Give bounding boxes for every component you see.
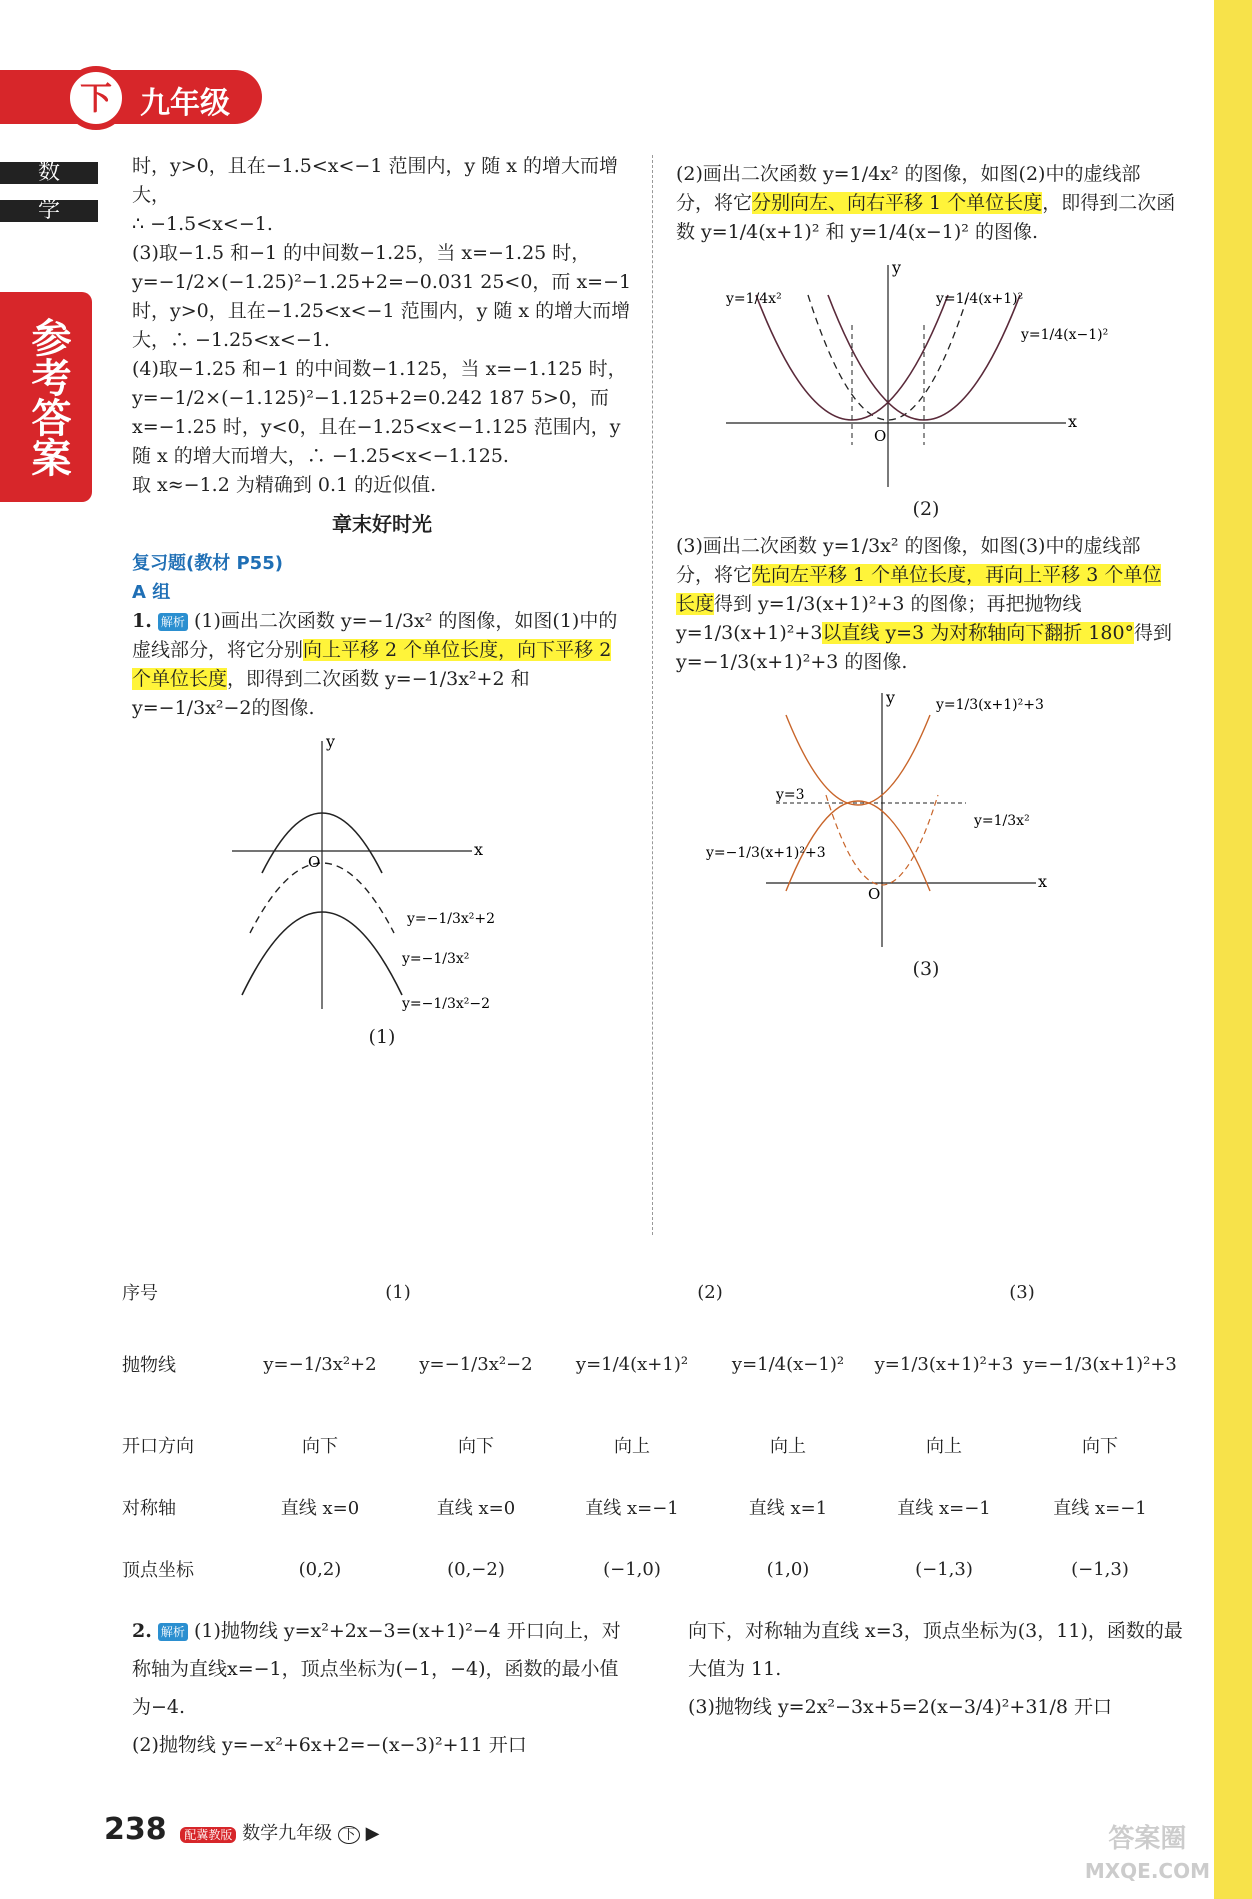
q2-text-c: 向下，对称轴为直线 x=3，顶点坐标为(3，11)，函数的最大值为 11. bbox=[688, 1620, 1183, 1680]
q1-highlight: 向上平移 2 个单位长度，向下平移 2 个单位长度 bbox=[132, 639, 612, 690]
publisher-badge: 配冀教版 bbox=[180, 1827, 236, 1843]
table-cell: y=−1/3x²+2 bbox=[263, 1353, 377, 1375]
answer-label: 参考答案 bbox=[0, 292, 92, 502]
table-cell: 直线 x=1 bbox=[748, 1498, 828, 1519]
fig3-line-label: y=3 bbox=[776, 787, 805, 803]
table-cell: y=1/3(x+1)²+3 bbox=[874, 1353, 1014, 1375]
table-cell: 向下 bbox=[302, 1436, 338, 1457]
watermark bbox=[1085, 1823, 1210, 1887]
left-p3: (3)取−1.5 和−1 的中间数−1.25，当 x=−1.25 时，y=−1/2×(−1.25)²−1.25+2=−0.031 25<0，而 x=−1 时，y>0，且在−1.25<x<−1 范围内，y 随 x 的增大而增大，∴ −1.25<x<−1. bbox=[132, 242, 632, 351]
question-2-left bbox=[132, 1612, 632, 1764]
fig2-curve-label-2: y=1/4(x+1)² bbox=[936, 291, 1024, 307]
table-cell: 向下 bbox=[458, 1436, 494, 1457]
fig2-y-label: y bbox=[892, 258, 902, 277]
fig1-origin: O bbox=[308, 853, 321, 871]
fig3-y-label: y bbox=[886, 688, 896, 707]
figure-2 bbox=[716, 255, 1136, 495]
table-cell: 直线 x=−1 bbox=[1053, 1498, 1147, 1519]
left-p5: 取 x≈−1.2 为精确到 0.1 的近似值. bbox=[132, 474, 437, 496]
fig1-curve-label-1: y=−1/3x²+2 bbox=[407, 911, 496, 927]
fig1-curve-label-2: y=−1/3x² bbox=[402, 951, 470, 967]
q1-text-b: ，即得到二次函数 y=−1/3x²+2 和 y=−1/3x²−2的图像. bbox=[132, 668, 530, 719]
q2-part-1 bbox=[132, 1612, 632, 1726]
table-header-open: 开口方向 bbox=[122, 1436, 194, 1457]
volume-mark: 下 bbox=[338, 1826, 360, 1844]
right-p2-c: 得到 y=−1/3(x+1)²+3 的图像. bbox=[676, 622, 1173, 673]
table-row bbox=[122, 1476, 1182, 1538]
fig1-y-label: y bbox=[326, 733, 336, 751]
table-cell: 直线 x=−1 bbox=[585, 1498, 679, 1519]
table-cell: 向上 bbox=[926, 1436, 962, 1457]
q2-number: 2. bbox=[132, 1620, 152, 1642]
figure-3 bbox=[706, 685, 1126, 955]
table-cell: (0,−2) bbox=[447, 1558, 505, 1580]
right-p1-a: (2)画出二次函数 y=1/4x² 的图像，如图(2)中的虚线部分，将它 bbox=[676, 163, 1141, 214]
table-cell: 直线 x=−1 bbox=[897, 1498, 991, 1519]
subject-top: 数 bbox=[0, 162, 98, 184]
table-header-axis: 对称轴 bbox=[122, 1498, 176, 1519]
right-p2-highlight: 先向左平移 1 个单位长度，再向上平移 3 个单位长度 bbox=[676, 564, 1162, 615]
fig2-x-label: x bbox=[1068, 412, 1078, 431]
table-cell: (2) bbox=[697, 1281, 723, 1303]
fig3-x-label: x bbox=[1038, 872, 1048, 891]
q1-number: 1. bbox=[132, 610, 152, 632]
book-title: 数学九年级 bbox=[242, 1823, 333, 1844]
table-header-vertex: 顶点坐标 bbox=[122, 1560, 194, 1581]
fig2-curve-label-1: y=1/4x² bbox=[726, 291, 782, 307]
subject-bottom: 学 bbox=[0, 200, 98, 222]
table-cell: 向上 bbox=[770, 1436, 806, 1457]
q2-text-a: (1)抛物线 y=x²+2x−3=(x+1)²−4 开口向上，对称轴为直线x=−1，顶点坐标为(−1，−4)，函数的最小值为−4. bbox=[132, 1620, 621, 1718]
q2-text-d: (3)抛物线 y=2x²−3x+5=2(x−3/4)²+31/8 开口 bbox=[688, 1696, 1113, 1718]
analysis-icon: 解析 bbox=[158, 613, 188, 631]
table-cell: 直线 x=0 bbox=[436, 1498, 516, 1519]
right-p1 bbox=[676, 160, 1176, 247]
table-cell: y=−1/3x²−2 bbox=[419, 1353, 533, 1375]
table-cell: (0,2) bbox=[298, 1558, 342, 1580]
table-cell: (3) bbox=[1009, 1281, 1035, 1303]
left-p4: (4)取−1.25 和−1 的中间数−1.125，当 x=−1.125 时，y=−1/2×(−1.125)²−1.125+2=0.242 187 5>0，而 x=−1.25 时，y<0，且在−1.25<x<−1.125 范围内，y 随 x 的增大而增大，∴ −1.25<x<−1.125. bbox=[132, 358, 627, 467]
fig2-origin: O bbox=[874, 427, 887, 445]
table-row bbox=[122, 1538, 1182, 1600]
left-p1: 时，y>0，且在−1.5<x<−1 范围内，y 随 x 的增大而增大， bbox=[132, 155, 619, 206]
right-p2 bbox=[676, 532, 1176, 677]
right-column bbox=[676, 160, 1176, 984]
table-cell: (−1,3) bbox=[915, 1558, 973, 1580]
right-p1-highlight: 分别向左、向右平移 1 个单位长度 bbox=[752, 192, 1043, 214]
fig3-curve-label-1: y=1/3(x+1)²+3 bbox=[936, 697, 1044, 713]
question-1 bbox=[132, 607, 632, 723]
table-header-index: 序号 bbox=[122, 1283, 158, 1304]
analysis-icon: 解析 bbox=[158, 1623, 188, 1641]
table-cell: (−1,0) bbox=[603, 1558, 661, 1580]
page-footer bbox=[104, 1812, 379, 1847]
volume-badge: 下 bbox=[64, 66, 128, 130]
q1-text-a: (1)画出二次函数 y=−1/3x² 的图像，如图(1)中的虚线部分，将它分别 bbox=[132, 610, 618, 661]
table-cell: (1) bbox=[385, 1281, 411, 1303]
question-2-right bbox=[688, 1612, 1188, 1726]
arrow-icon: ▶ bbox=[365, 1823, 380, 1844]
subject-label bbox=[0, 162, 98, 238]
table-cell: 直线 x=0 bbox=[280, 1498, 360, 1519]
table-cell: (−1,3) bbox=[1071, 1558, 1129, 1580]
table-row bbox=[122, 1270, 1182, 1314]
left-p2: ∴ −1.5<x<−1. bbox=[132, 213, 273, 235]
table-cell: 向下 bbox=[1082, 1436, 1118, 1457]
fig1-x-label: x bbox=[474, 840, 484, 859]
fig3-curve-label-3: y=−1/3(x+1)²+3 bbox=[706, 845, 826, 861]
fig3-curve-label-2: y=1/3x² bbox=[974, 813, 1030, 829]
table-row bbox=[122, 1314, 1182, 1414]
table-cell: 向上 bbox=[614, 1436, 650, 1457]
table-cell: (1,0) bbox=[766, 1558, 810, 1580]
group-title: A 组 bbox=[132, 582, 171, 603]
watermark-bottom: MXQE.COM bbox=[1084, 1859, 1210, 1883]
grade-label: 九年级 bbox=[140, 86, 230, 121]
column-divider bbox=[652, 155, 654, 1235]
left-column bbox=[132, 152, 632, 1052]
watermark-top: 答案圈 bbox=[1108, 1824, 1187, 1854]
figure-1 bbox=[222, 733, 542, 1023]
right-p2-highlight-2: 以直线 y=3 为对称轴向下翻折 180° bbox=[822, 622, 1135, 644]
page-number: 238 bbox=[104, 1812, 167, 1847]
right-p2-b: 得到 y=1/3(x+1)²+3 的图像；再把抛物线 y=1/3(x+1)²+3 bbox=[676, 593, 1082, 644]
fig3-caption: (3) bbox=[912, 958, 940, 980]
right-p1-b: ，即得到二次函数 y=1/4(x+1)² 和 y=1/4(x−1)² 的图像. bbox=[676, 192, 1176, 243]
fig2-caption: (2) bbox=[912, 498, 940, 520]
review-title: 复习题(教材 P55) bbox=[132, 553, 283, 574]
fig1-caption: (1) bbox=[368, 1026, 396, 1048]
side-bar bbox=[1214, 0, 1252, 1899]
right-p2-a: (3)画出二次函数 y=1/3x² 的图像，如图(3)中的虚线部分，将它 bbox=[676, 535, 1141, 586]
fig1-curve-label-3: y=−1/3x²−2 bbox=[402, 996, 491, 1012]
table-cell: y=1/4(x−1)² bbox=[731, 1353, 845, 1375]
table-cell: y=1/4(x+1)² bbox=[575, 1353, 689, 1375]
fig2-curve-label-3: y=1/4(x−1)² bbox=[1021, 327, 1109, 343]
q2-text-b: (2)抛物线 y=−x²+6x+2=−(x−3)²+11 开口 bbox=[132, 1734, 527, 1756]
section-title: 章末好时光 bbox=[332, 512, 432, 536]
summary-table bbox=[122, 1270, 1182, 1600]
table-row bbox=[122, 1414, 1182, 1476]
fig3-origin: O bbox=[868, 885, 881, 903]
table-cell: y=−1/3(x+1)²+3 bbox=[1023, 1353, 1177, 1375]
table-header-parabola: 抛物线 bbox=[122, 1355, 176, 1376]
